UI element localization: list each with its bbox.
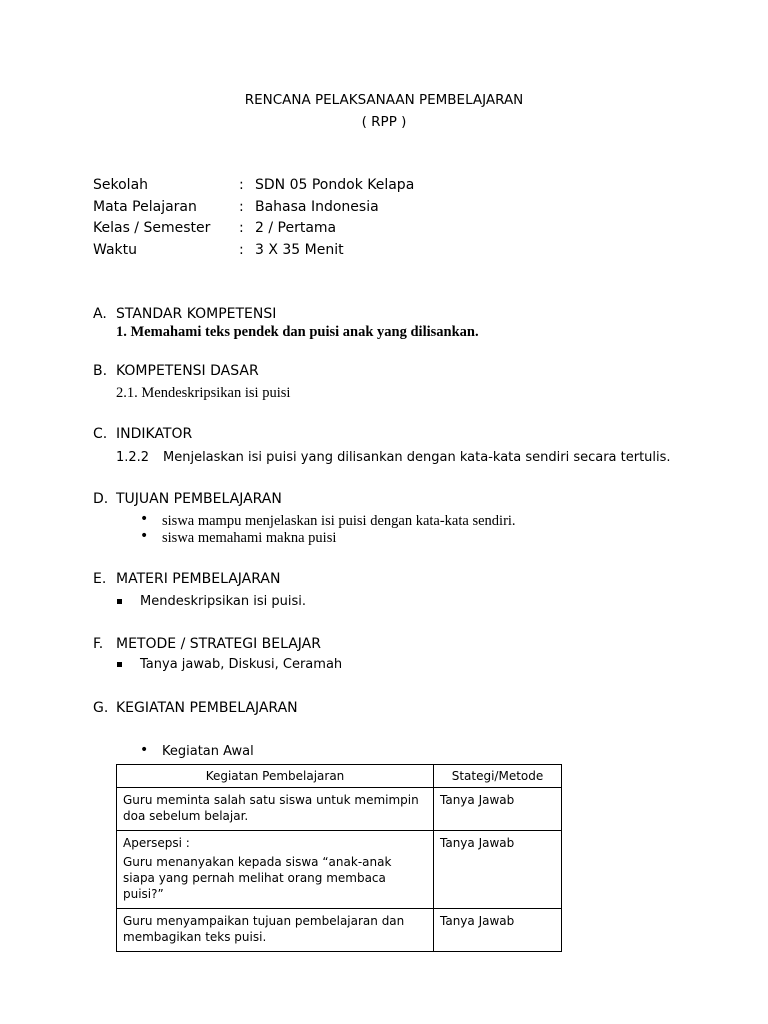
kegiatan-table [116,764,562,952]
section-letter: E. [93,571,107,587]
column-header-kegiatan: Kegiatan Pembelajaran [117,765,434,788]
section-letter: G. [93,700,109,716]
activity-text: Guru meminta salah satu siswa untuk memimpin doa sebelum belajar. [123,793,419,823]
section-letter: F. [93,636,104,652]
info-label: Kelas / Semester [93,220,211,236]
section-title: MATERI PEMBELAJARAN [116,571,281,587]
section-title: KEGIATAN PEMBELAJARAN [116,700,298,716]
table-row [117,909,562,952]
activity-cell [117,831,434,909]
info-colon: : [239,199,244,215]
materi-item: Mendeskripsikan isi puisi. [140,594,306,609]
section-title: INDIKATOR [116,426,193,442]
section-letter: B. [93,363,108,379]
section-title: STANDAR KOMPETENSI [116,306,277,322]
table-row [117,788,562,831]
table-header-row [117,765,562,788]
tujuan-item: siswa mampu menjelaskan isi puisi dengan kata-kata sendiri. [162,513,516,529]
info-label: Waktu [93,242,137,258]
metode-item: Tanya jawab, Diskusi, Ceramah [140,657,343,672]
table-row [117,831,562,909]
bullet-icon: • [140,528,149,544]
info-label: Mata Pelajaran [93,199,197,215]
section-title: TUJUAN PEMBELAJARAN [116,491,282,507]
info-colon: : [239,177,244,193]
activity-cell [117,909,434,952]
document-subtitle: ( RPP ) [361,114,407,130]
info-value: 3 X 35 Menit [255,242,344,258]
info-colon: : [239,220,244,236]
section-title: KOMPETENSI DASAR [116,363,259,379]
activity-text: Guru menyampaikan tujuan pembelajaran dan membagikan teks puisi. [123,914,405,944]
info-label: Sekolah [93,177,149,193]
column-header-metode: Stategi/Metode [434,765,562,788]
standar-kompetensi-text: 1. Memahami teks pendek dan puisi anak yang dilisankan. [116,324,479,340]
method-cell: Tanya Jawab [434,909,562,952]
activity-text: Apersepsi : [123,836,190,850]
square-bullet-icon [117,662,122,667]
activity-text: Guru menanyakan kepada siswa “anak-anak siapa yang pernah melihat orang membaca puisi?” [123,855,392,901]
section-title: METODE / STRATEGI BELAJAR [116,636,321,652]
section-letter: A. [93,306,107,322]
info-value: Bahasa Indonesia [255,199,379,215]
info-colon: : [239,242,244,258]
method-cell: Tanya Jawab [434,788,562,831]
kegiatan-awal-label: Kegiatan Awal [162,744,254,759]
bullet-icon: • [140,511,149,527]
kompetensi-dasar-text: 2.1. Mendeskripsikan isi puisi [116,385,291,401]
square-bullet-icon [117,599,122,604]
info-value: SDN 05 Pondok Kelapa [255,177,415,193]
info-value: 2 / Pertama [255,220,337,236]
document-title: RENCANA PELAKSANAAN PEMBELAJARAN [244,92,524,108]
section-letter: C. [93,426,108,442]
method-cell: Tanya Jawab [434,831,562,909]
tujuan-item: siswa memahami makna puisi [162,530,337,546]
section-letter: D. [93,491,109,507]
bullet-icon: • [140,742,149,758]
indikator-text: Menjelaskan isi puisi yang dilisankan dengan kata-kata sendiri secara tertulis. [163,450,671,465]
indikator-number: 1.2.2 [116,450,150,465]
activity-cell [117,788,434,831]
